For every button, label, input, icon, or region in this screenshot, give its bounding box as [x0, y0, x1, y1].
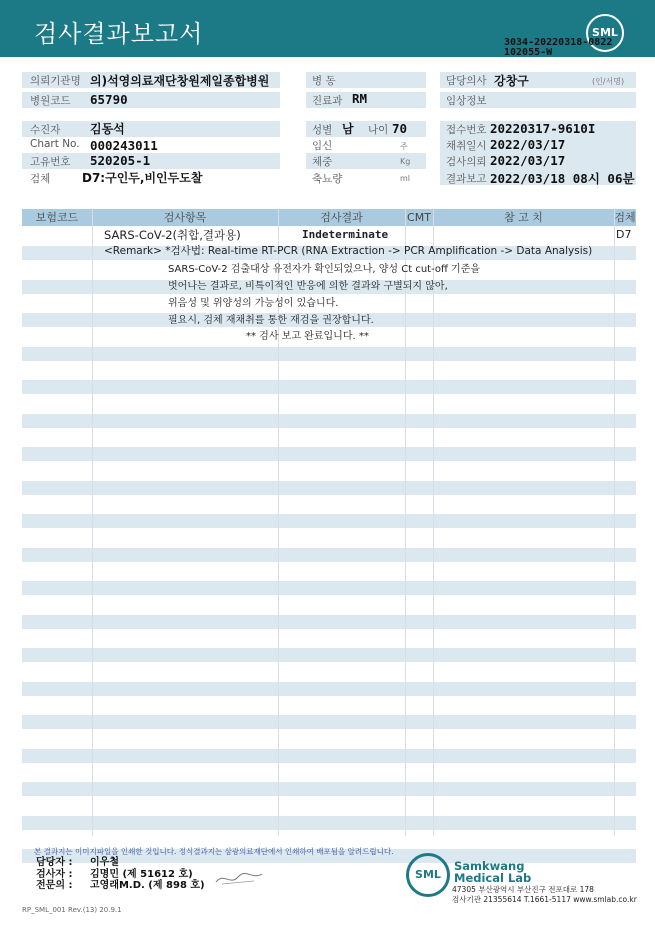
company-address: 47305 부산광역시 부산진구 전포대로 178: [452, 885, 594, 894]
col-header-reference: 참 고 치: [504, 211, 543, 224]
hospital-value: 의)석영의료재단창원제일종합병원: [90, 74, 270, 88]
reporter-label: 담당자 :: [36, 857, 73, 868]
col-header-insurance-code: 보험코드: [35, 211, 79, 224]
weight-unit: Kg: [400, 157, 411, 166]
request-label: 검사의뢰: [446, 156, 487, 168]
table-row-stripe: [22, 548, 636, 562]
test-result-value: Indeterminate: [302, 228, 389, 241]
urine-label: 축뇨량: [312, 173, 343, 185]
age-value: 70: [392, 121, 408, 136]
chart-label: Chart No.: [30, 138, 80, 150]
table-row-stripe: [22, 514, 636, 528]
examiner-value: 김명민 (제 51612 호): [90, 869, 193, 880]
table-row-stripe: [22, 380, 636, 394]
company-name-line2: Medical Lab: [454, 871, 532, 885]
table-row-stripe: [22, 347, 636, 361]
chart-value: 000243011: [90, 138, 158, 153]
sex-label: 성별: [312, 124, 333, 136]
band-name: [22, 121, 280, 137]
table-row-stripe: [22, 447, 636, 461]
table-row-stripe: [22, 816, 636, 830]
remark-complete: ** 검사 보고 완료입니다. **: [246, 331, 369, 342]
remark-method: <Remark> *검사법: Real-time RT-PCR (RNA Extraction -> PCR Amplification -> Data Analysis): [104, 245, 593, 257]
company-name-line1: Samkwang: [454, 859, 525, 873]
weight-label: 체중: [312, 156, 333, 168]
report-date-value: 2022/03/18 08시 06분: [490, 171, 635, 186]
doc-no-line2: 102055-W: [504, 47, 553, 58]
col-header-specimen: 검체: [614, 211, 636, 224]
table-row-stripe: [22, 749, 636, 763]
table-row-stripe: [22, 648, 636, 662]
specialist-label: 전문의 :: [36, 880, 73, 891]
id-label: 고유번호: [30, 156, 71, 168]
pregnancy-label: 임신: [312, 140, 333, 152]
reporter-value: 이우철: [90, 857, 119, 868]
table-row-stripe: [22, 481, 636, 495]
hospital-label: 의뢰기관명: [30, 75, 81, 87]
table-divider: [405, 209, 406, 836]
age-label: 나이: [368, 124, 389, 136]
pregnancy-unit: 주: [400, 142, 408, 151]
remark-line: 위음성 및 위양성의 가능성이 있습니다.: [168, 298, 339, 309]
remark-line: SARS-CoV-2 검출대상 유전자가 확인되었으나, 양성 Ct cut-off 기준을: [168, 264, 481, 275]
patient-name-value: 김동석: [90, 122, 125, 136]
doc-no-line1: 3034-20220318-0822: [504, 37, 613, 48]
doctor-label: 담당의사: [446, 75, 487, 87]
id-value: 520205-1: [90, 153, 151, 168]
specialist-value: 고영래M.D. (제 898 호): [90, 880, 205, 891]
test-specimen-code: D7: [616, 228, 632, 241]
hospcode-value: 65790: [90, 92, 128, 107]
table-row-stripe: [22, 615, 636, 629]
table-divider: [614, 209, 615, 836]
receipt-label: 접수번호: [446, 124, 487, 136]
table-row-stripe: [22, 414, 636, 428]
sex-value: 남: [342, 122, 354, 136]
form-revision: RP_SML_001 Rev.(13) 20.9.1: [22, 906, 122, 914]
patient-name-label: 수진자: [30, 124, 61, 136]
specimen-value: D7:구인두,비인두도찰: [82, 171, 203, 185]
dept-label: 진료과: [312, 95, 343, 107]
urine-unit: ml: [400, 174, 411, 183]
doctor-sign-label: (인/서명): [592, 77, 625, 86]
ward-label: 병 동: [312, 75, 336, 87]
table-row-stripe: [22, 715, 636, 729]
table-divider: [92, 209, 93, 836]
collect-value: 2022/03/17: [490, 137, 566, 152]
sml-company-logo-icon: SML: [406, 853, 450, 897]
table-row-stripe: [22, 682, 636, 696]
test-item-name: SARS-CoV-2(취합,결과용): [104, 228, 241, 242]
col-header-test-item: 검사항목: [163, 211, 207, 224]
receipt-value: 20220317-9610I: [490, 121, 596, 136]
report-title: 검사결과보고서: [34, 20, 204, 48]
company-name: [454, 860, 531, 884]
company-contact: 검사기관 21355614 T.1661-5117 www.smlab.co.kr: [452, 895, 637, 904]
remark-line: 벗어나는 결과로, 비특이적인 반응에 의한 결과와 구별되지 않아,: [168, 281, 448, 292]
table-row-stripe: [22, 581, 636, 595]
report-date-label: 결과보고: [446, 173, 487, 185]
table-row-stripe: [22, 782, 636, 796]
doctor-value: 강창구: [494, 74, 529, 88]
request-value: 2022/03/17: [490, 153, 566, 168]
col-header-result: 검사결과: [320, 211, 363, 224]
table-divider: [433, 209, 434, 836]
print-notice: 본 결과지는 이미지파일을 인쇄한 것입니다. 정식결과지는 삼광의료재단에서 인쇄하여 배포됨을 알려드립니다.: [34, 847, 394, 856]
signature-icon: [214, 868, 264, 888]
sml-logo-icon: SML: [586, 14, 624, 52]
clinical-label: 임상정보: [446, 95, 487, 107]
dept-value: RM: [352, 91, 368, 106]
document-number: [504, 38, 612, 58]
col-header-cmt: CMT: [407, 211, 431, 224]
hospcode-label: 병원코드: [30, 95, 71, 107]
remark-line: 필요시, 검체 재채취를 통한 재검을 권장합니다.: [168, 315, 374, 326]
examiner-label: 검사자 :: [36, 869, 73, 880]
collect-label: 채취일시: [446, 140, 487, 152]
specimen-label: 검체: [30, 173, 51, 185]
